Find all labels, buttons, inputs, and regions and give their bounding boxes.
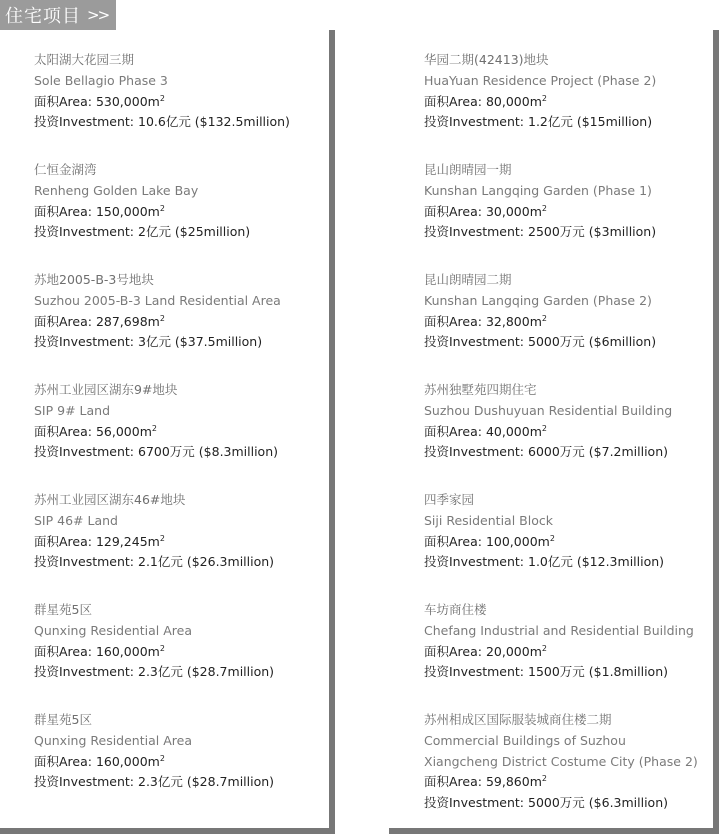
area-unit: m — [147, 753, 160, 769]
project-name-cn: 苏地2005-B-3号地块 — [34, 272, 154, 287]
project-name-en: Suzhou Dushuyuan Residential Building — [424, 402, 673, 418]
project-area — [424, 642, 698, 663]
investment-value: 2.1亿元 ($26.3million) — [138, 554, 275, 570]
project-name-en: Suzhou 2005-B-3 Land Residential Area — [34, 292, 281, 308]
area-unit: m — [147, 533, 160, 549]
project-investment — [424, 793, 698, 814]
project-name-cn: 车坊商住楼 — [424, 602, 487, 617]
project-investment — [34, 112, 290, 133]
project-item — [424, 160, 698, 270]
investment-value: 5000万元 ($6million) — [528, 334, 657, 350]
right-project-panel — [389, 30, 719, 834]
investment-value: 1.2亿元 ($15million) — [528, 114, 653, 130]
project-area — [34, 312, 290, 333]
area-unit-exponent: 2 — [541, 313, 547, 323]
area-value: 32,800 — [485, 313, 530, 329]
project-area — [34, 92, 290, 113]
project-item — [34, 50, 290, 160]
area-value: 160,000 — [95, 753, 148, 769]
area-value: 150,000 — [95, 203, 148, 219]
project-name-cn: 苏州工业园区湖东9#地块 — [34, 382, 178, 397]
project-name-en: Siji Residential Block — [424, 512, 553, 528]
project-investment — [34, 772, 290, 793]
project-name-cn: 昆山朗晴园二期 — [424, 272, 512, 287]
project-item — [424, 50, 698, 160]
double-chevron-right-icon: >> — [87, 6, 109, 24]
investment-label: 投资Investment: — [424, 334, 528, 350]
project-name-en: Qunxing Residential Area — [34, 732, 192, 748]
project-area — [424, 772, 698, 793]
area-label: 面积Area: — [34, 93, 96, 109]
project-area — [34, 202, 290, 223]
area-value: 160,000 — [95, 643, 148, 659]
area-unit-exponent: 2 — [541, 643, 547, 653]
area-label: 面积Area: — [424, 93, 486, 109]
project-item — [424, 380, 698, 490]
project-name-cn: 群星苑5区 — [34, 602, 92, 617]
area-label: 面积Area: — [34, 533, 96, 549]
area-value: 100,000 — [485, 533, 538, 549]
project-name-cn: 太阳湖大花园三期 — [34, 52, 135, 67]
area-value: 40,000 — [485, 423, 530, 439]
area-unit: m — [529, 93, 542, 109]
area-value: 20,000 — [485, 643, 530, 659]
area-unit: m — [139, 423, 152, 439]
project-name-cn: 仁恒金湖湾 — [34, 162, 97, 177]
area-unit: m — [537, 533, 550, 549]
area-unit: m — [147, 313, 160, 329]
project-name-en: Qunxing Residential Area — [34, 622, 192, 638]
project-investment — [424, 662, 698, 683]
project-area — [424, 422, 698, 443]
investment-value: 1500万元 ($1.8million) — [528, 664, 669, 680]
project-name-cn: 四季家园 — [424, 492, 475, 507]
investment-label: 投资Investment: — [34, 664, 138, 680]
investment-value: 5000万元 ($6.3million) — [528, 795, 669, 811]
area-label: 面积Area: — [424, 313, 486, 329]
project-name-cn: 昆山朗晴园一期 — [424, 162, 512, 177]
area-unit: m — [147, 93, 160, 109]
project-name-en: SIP 9# Land — [34, 402, 111, 418]
investment-value: 2.3亿元 ($28.7million) — [138, 664, 275, 680]
investment-value: 1.0亿元 ($12.3million) — [528, 554, 665, 570]
investment-value: 2500万元 ($3million) — [528, 224, 657, 240]
project-name-cn: 苏州工业园区湖东46#地块 — [34, 492, 186, 507]
investment-label: 投资Investment: — [34, 774, 138, 790]
area-label: 面积Area: — [424, 774, 486, 790]
area-label: 面积Area: — [424, 423, 486, 439]
investment-label: 投资Investment: — [424, 664, 528, 680]
project-investment — [424, 552, 698, 573]
area-label: 面积Area: — [34, 203, 96, 219]
area-value: 129,245 — [95, 533, 148, 549]
investment-label: 投资Investment: — [34, 114, 138, 130]
area-unit-exponent: 2 — [159, 203, 165, 213]
project-name-cn: 苏州独墅苑四期住宅 — [424, 382, 537, 397]
area-unit-exponent: 2 — [159, 313, 165, 323]
area-value: 287,698 — [95, 313, 148, 329]
project-name-en: Commercial Buildings of Suzhou — [424, 732, 626, 748]
investment-label: 投资Investment: — [34, 224, 138, 240]
project-item — [34, 270, 290, 380]
project-name-en: Kunshan Langqing Garden (Phase 1) — [424, 182, 652, 198]
area-unit-exponent: 2 — [541, 774, 547, 784]
investment-value: 10.6亿元 ($132.5million) — [138, 114, 290, 130]
project-area — [34, 752, 290, 773]
section-title: 住宅项目 — [5, 6, 81, 27]
area-unit-exponent: 2 — [151, 423, 157, 433]
project-investment — [424, 332, 698, 353]
project-area — [424, 532, 698, 553]
project-investment — [424, 442, 698, 463]
section-header — [0, 0, 116, 30]
area-unit-exponent: 2 — [541, 93, 547, 103]
area-value: 80,000 — [485, 93, 530, 109]
area-unit: m — [529, 313, 542, 329]
investment-label: 投资Investment: — [34, 554, 138, 570]
project-name-en: Kunshan Langqing Garden (Phase 2) — [424, 292, 652, 308]
project-name-en: HuaYuan Residence Project (Phase 2) — [424, 72, 657, 88]
investment-label: 投资Investment: — [424, 114, 528, 130]
area-value: 530,000 — [95, 93, 148, 109]
project-item — [34, 710, 290, 820]
investment-value: 2.3亿元 ($28.7million) — [138, 774, 275, 790]
investment-label: 投资Investment: — [34, 444, 138, 460]
right-project-list — [424, 50, 698, 820]
area-unit-exponent: 2 — [549, 533, 555, 543]
project-name-cn: 华园二期(42413)地块 — [424, 52, 549, 67]
project-investment — [34, 662, 290, 683]
area-unit-exponent: 2 — [159, 93, 165, 103]
project-area — [424, 202, 698, 223]
area-unit-exponent: 2 — [159, 533, 165, 543]
area-unit: m — [529, 423, 542, 439]
investment-value: 3亿元 ($37.5million) — [138, 334, 263, 350]
project-investment — [34, 442, 290, 463]
left-project-panel — [0, 30, 335, 834]
left-project-list — [34, 50, 290, 820]
project-name-en: Chefang Industrial and Residential Building — [424, 622, 694, 638]
area-unit: m — [529, 203, 542, 219]
area-unit-exponent: 2 — [159, 753, 165, 763]
project-item — [34, 380, 290, 490]
investment-value: 2亿元 ($25million) — [138, 224, 251, 240]
area-unit: m — [529, 774, 542, 790]
project-investment — [34, 552, 290, 573]
project-area — [424, 92, 698, 113]
project-area — [34, 532, 290, 553]
project-item — [34, 160, 290, 270]
project-name-en: Renheng Golden Lake Bay — [34, 182, 199, 198]
area-unit: m — [147, 203, 160, 219]
area-unit: m — [147, 643, 160, 659]
project-investment — [424, 112, 698, 133]
project-item — [34, 600, 290, 710]
project-investment — [34, 222, 290, 243]
project-investment — [424, 222, 698, 243]
investment-label: 投资Investment: — [424, 444, 528, 460]
area-unit-exponent: 2 — [159, 643, 165, 653]
project-area — [424, 312, 698, 333]
project-name-en: Sole Bellagio Phase 3 — [34, 72, 168, 88]
investment-value: 6700万元 ($8.3million) — [138, 444, 279, 460]
investment-value: 6000万元 ($7.2million) — [528, 444, 669, 460]
area-unit-exponent: 2 — [541, 423, 547, 433]
area-label: 面积Area: — [424, 643, 486, 659]
area-value: 56,000 — [95, 423, 140, 439]
area-label: 面积Area: — [34, 313, 96, 329]
project-name-cn: 苏州相成区国际服装城商住楼二期 — [424, 712, 612, 727]
project-item — [424, 710, 698, 820]
area-label: 面积Area: — [424, 203, 486, 219]
area-value: 59,860 — [485, 774, 530, 790]
area-unit-exponent: 2 — [541, 203, 547, 213]
area-label: 面积Area: — [34, 643, 96, 659]
area-label: 面积Area: — [424, 533, 486, 549]
area-value: 30,000 — [485, 203, 530, 219]
area-label: 面积Area: — [34, 423, 96, 439]
area-label: 面积Area: — [34, 753, 96, 769]
investment-label: 投资Investment: — [424, 224, 528, 240]
project-name-en-cont: Xiangcheng District Costume City (Phase 2) — [424, 753, 698, 769]
project-item — [424, 490, 698, 600]
project-item — [424, 600, 698, 710]
project-name-en: SIP 46# Land — [34, 512, 118, 528]
project-item — [424, 270, 698, 380]
investment-label: 投资Investment: — [424, 554, 528, 570]
project-investment — [34, 332, 290, 353]
investment-label: 投资Investment: — [424, 795, 528, 811]
project-area — [34, 642, 290, 663]
project-item — [34, 490, 290, 600]
project-name-cn: 群星苑5区 — [34, 712, 92, 727]
project-area — [34, 422, 290, 443]
investment-label: 投资Investment: — [34, 334, 138, 350]
area-unit: m — [529, 643, 542, 659]
